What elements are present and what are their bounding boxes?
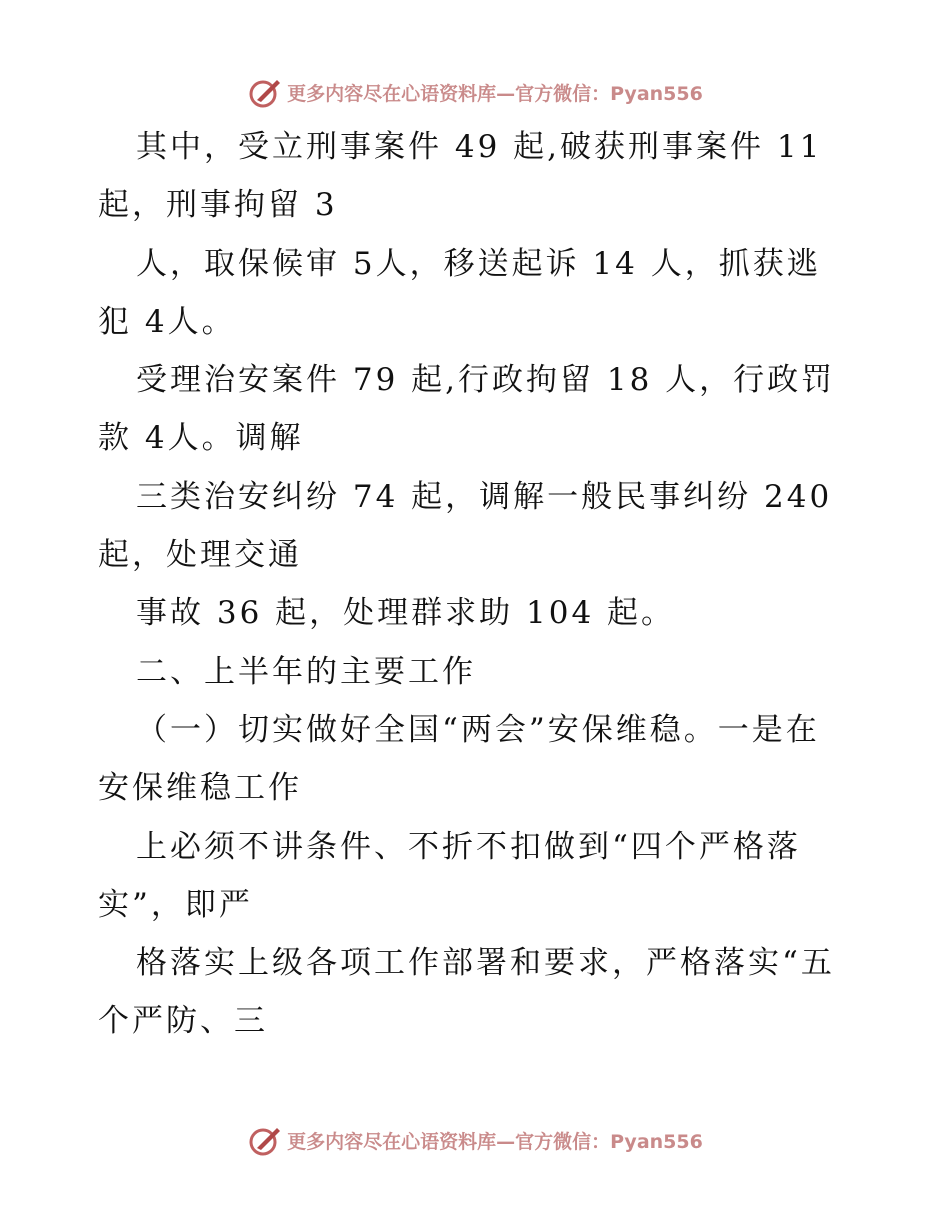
text-line: 上必须不讲条件、不折不扣做到“四个严格落: [136, 828, 801, 865]
text-line: 犯 4人。: [98, 303, 236, 340]
header-watermark: [0, 72, 950, 112]
watermark-text: 更多内容尽在心语资料库—官方微信：Pyan556: [287, 82, 703, 105]
text-line: （一）切实做好全国“两会”安保维稳。一是在: [136, 711, 820, 748]
text-line: 安保维稳工作: [98, 770, 302, 807]
footer-watermark: [0, 1120, 950, 1160]
text-line: 实”，即严: [98, 886, 253, 923]
text-line: 其中，受立刑事案件 49 起,破获刑事案件 11: [136, 129, 823, 165]
section-heading: 二、上半年的主要工作: [136, 653, 476, 690]
text-line: 起，处理交通: [98, 537, 302, 574]
text-line: 事故 36 起，处理群求助 104 起。: [136, 595, 676, 632]
quill-logo-icon: [247, 74, 283, 110]
text-line: 起，刑事拘留 3: [98, 187, 338, 224]
watermark-text: 更多内容尽在心语资料库—官方微信：Pyan556: [287, 1130, 703, 1153]
text-line: 款 4人。调解: [98, 420, 304, 457]
text-line: 人，取保候审 5人，移送起诉 14 人，抓获逃: [136, 245, 821, 282]
quill-logo-icon: [247, 1122, 283, 1158]
text-line: 个严防、三: [98, 1003, 268, 1040]
text-line: 格落实上级各项工作部署和要求，严格落实“五: [136, 945, 835, 982]
text-line: 三类治安纠纷 74 起，调解一般民事纠纷 240: [136, 478, 833, 515]
text-line: 受理治安案件 79 起,行政拘留 18 人，行政罚: [136, 362, 836, 399]
document-body: [98, 118, 858, 1051]
